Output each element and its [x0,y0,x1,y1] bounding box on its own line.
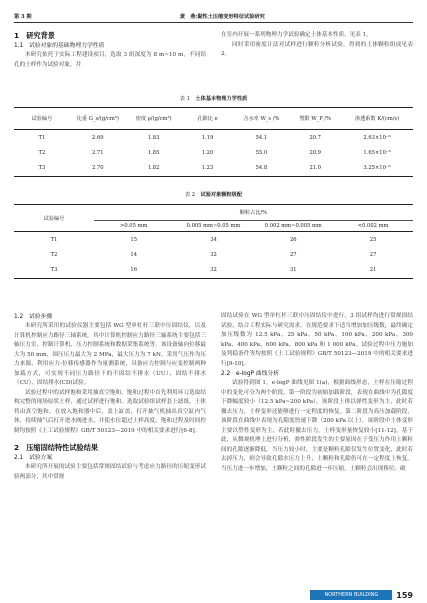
table-1 [14,107,413,177]
table-cell: 14 [130,251,137,258]
table-cell: 2.71 [92,149,104,156]
table-row [14,161,413,177]
section-2-1-heading: 2.1 试验方案 [14,455,53,461]
table-cell: T3 [14,161,70,177]
table-cell: 32 [174,263,254,279]
table-cell: 25 [369,236,377,243]
column-header: 试验编号 [14,205,94,232]
section-1-1-heading: 1.1 试验对象的基础物理力学性质 [14,43,105,49]
table-row [14,263,413,279]
table-cell: 20.9 [309,149,321,156]
table-cell: 1.23 [182,161,234,177]
paragraph: 在室内开展一系列物理力学试验确定土体基本性质，见表 1。 [221,32,372,38]
running-header [14,11,413,23]
table-cell: 2.69 [92,134,104,141]
journal-brand: NORTHERN BUILDING [310,590,392,600]
running-title: 黄 燕:黏性土压缩变形特征试验研究 [179,14,265,20]
paragraph: 同时采用密度计法对试样进行颗粒分析试验，得到的土体颗粒组成见表 2。 [221,41,413,57]
column-header: 孔隙比 e [182,108,234,130]
page-number: 159 [396,590,413,600]
table-cell: 21 [333,263,413,279]
paragraph: 试验得到图 1，e-logP 曲线见图 1(a)，根据曲线形态，土样在压缩过程中的变化可分为两个阶段。第一阶段为初始加载阶段，表现在曲线中为孔隙度下降幅度较小（12.5 kPa~200 kPa），该阶段土体以弹性变形为主，此时若撤去压力，土样变形还能够进行一定程度的恢复。第二阶段为高压加载阶段，该阶段在曲线中表现为孔隙度快速下降（200 kPa 以上），该阶段中土体变形主要以塑性变形为主，若此时撤去压力，土样变形量恢复较小[11-12]。基于此，从微观机理上进行分析，弹性阶段发生的主要原因在于受压力作用土颗粒间的孔隙逐渐降低，当压力较小时，主要是颗粒孔隙仅发生位置变化，此时若去掉压力，则会导致孔隙水压力上升，土颗粒和孔隙仍可在一定程度上恢复。当压力进一步增加，土颗粒之间的孔隙进一步压缩，土颗粒会出现移位、破 [221,380,413,472]
table-cell: 20.7 [309,134,321,141]
column-header: 比重 G_s/(g/cm³) [70,108,126,130]
column-header: 密度 ρ/(g/cm³) [126,108,182,130]
section-1-2-heading: 1.2 试验步骤 [14,314,53,320]
column-header: 渗透系数 K/(cm/s) [341,108,413,130]
group-header: 颗粒占比/% [94,205,413,221]
table-cell: 1.65×10⁻⁶ [363,149,391,156]
section-2-2-heading: 2.2 e-logP 曲线分析 [221,371,280,377]
paragraph: 本研究依托于实际工程建设项目，选取 3 组深度为 8 m~10 m，不同钻孔的土样作为试验对象，并 [14,52,206,68]
table-cell: 3.25×10⁻⁶ [341,161,413,177]
table-2-number: 表 2 [184,192,196,198]
section-2-heading: 2 压缩固结特性试验结果 [14,443,99,452]
table-1-caption [14,95,413,102]
table-cell: 1.82 [126,161,182,177]
table-cell: 16 [94,263,174,279]
table-2 [14,204,413,279]
column-header: <0.002 mm [333,221,413,232]
column-header: 试验编号 [14,108,70,130]
table-1-number: 表 1 [179,96,190,102]
table-cell: 1.20 [201,149,214,156]
paragraph: 本研究所采用的试验仪器主要包括 WG 型单杠杆三联中压固结仪，以及计算机控制应力路径三轴系统。其中计算机控制应力路径三轴系统主要包括三轴压力室、控制计算机、压力控制系统和数据采集系统等。该设备轴向位移最大为 50 mm，围压压力最大为 2 MPa，最大压力为 7 kN，采用气压作为压力来源，利用应力-位移传感器作为量测系统，具备应力控制与应变控制两种加载方式，可实现不同压力路径下的不固结不排水（UU）、固结不排水（CU）、固结排水(CD)试验。 [14,323,206,386]
table-cell: 32 [210,251,217,258]
table-2-title: 试验对象颗粒级配 [200,192,243,198]
table-cell: 2.70 [70,161,126,177]
table-2-caption [14,191,413,198]
table-cell: 27 [289,251,297,258]
issue-number: 第 3 期 [14,14,32,20]
table-1-title: 土体基本物理力学性质 [195,96,248,102]
left-column-bottom [14,312,206,482]
section-1-heading: 1 研究背景 [14,31,55,40]
table-cell: 34 [210,236,217,243]
column-header: 0.005 mm~0.05 mm [174,221,254,232]
column-header: 0.002 mm~0.005 mm [253,221,333,232]
right-column-bottom [221,312,413,474]
table-header-row [14,108,413,130]
table-header-row [14,205,413,221]
column-header: 塑限 W_P /% [289,108,341,130]
table-cell: T3 [14,263,94,279]
table-cell: 2.63×10⁻⁶ [363,134,391,141]
table-row [14,247,413,263]
table-cell: T1 [38,134,46,141]
table-cell: 15 [130,236,137,243]
table-cell: 21.0 [289,161,341,177]
table-cell: 1.19 [201,134,214,141]
page-footer [310,590,413,600]
table-cell: 1.83 [147,134,160,141]
table-cell: T2 [50,251,58,258]
table-cell: T2 [38,149,46,156]
left-column-top [14,30,206,70]
paragraph: 试验过程中的试样饱和采用抽真空饱和。饱和过程中首先利用环刀选取结构完整的现场原状土样，通过试样进行饱和。选取试验组试样套上滤纸，土体将由真空饱和，在放入饱和器中后，盖上缸盖，打开抽气机抽出真空缸内气体，持续抽气后打开进水阀进水，并使水位超过土样高度。饱和过程及时间控制均按照《土工试验规程》GB/T 50123—2019 中的相关要求进行[6-8]。 [14,389,206,434]
table-cell: 1.85 [147,149,160,156]
paragraph: 固结试验在 WG 型单杠杆三联中压固结仪中进行，3 组试样均进行常规固结试验。结合工程实际与研究需求，在规范要求下适当增加加压级数，最终确定加压级数为 12.5 kPa、25 kPa、50 kPa、100 kPa、200 kPa、300 kPa、400 kPa、600 kPa、800 kPa 和 1 000 kPa。试验过程中压力施加及判稳条件等均按照《土工试验规程》GB/T 50123—2019 中的相关要求进行[9-10]。 [221,313,413,367]
table-row [14,130,413,146]
paragraph: 本研究所开展的试验主要包括常规固结试验与考虑应力路径的压缩变形试验两部分，其中常规 [14,464,206,480]
table-cell: 27 [369,251,377,258]
table-cell: 54.1 [255,134,268,141]
column-header: 含水率 W_s /% [233,108,289,130]
column-header: >0.05 mm [94,221,174,232]
table-cell: 26 [289,236,297,243]
right-column-top [221,31,413,60]
table-cell: 55.0 [255,149,268,156]
table-row [14,145,413,161]
table-cell: 54.8 [233,161,289,177]
table-cell: T1 [50,236,58,243]
table-row [14,232,413,248]
table-cell: 31 [253,263,333,279]
